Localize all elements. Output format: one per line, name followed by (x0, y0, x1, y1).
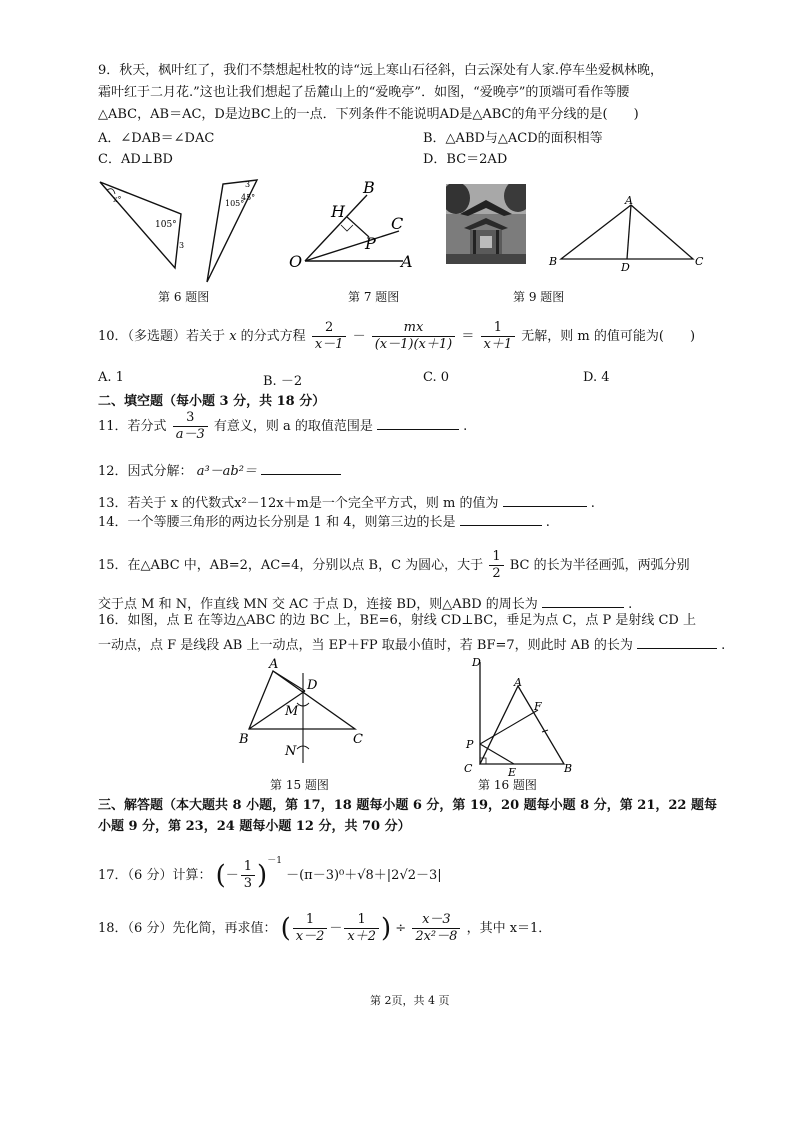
q16-end: . (721, 638, 726, 653)
q10-f3-den: x＋1 (483, 337, 513, 352)
fig16-label-f: F (534, 700, 542, 713)
q11-f-den: a－3 (175, 427, 205, 442)
fig6-side-3-right: 3 (245, 180, 251, 189)
q9-line1: 9．秋天，枫叶红了，我们不禁想起杜牧的诗“远上寒山石径斜，白云深处有人家.停车坐爱枫林晚， (98, 63, 664, 78)
fig6-angle-105-left: 105° (155, 220, 177, 230)
fig6-side-3-left: 3 (179, 241, 185, 250)
q11-end: . (463, 419, 468, 434)
q18-paren-open: ( (280, 913, 291, 944)
q17-paren-open: ( (215, 860, 226, 891)
q10-fraction-1 (312, 320, 347, 353)
q17-rest: －(π－3)⁰＋√8＋|2√2－3| (286, 868, 442, 883)
q15-fraction (489, 549, 503, 582)
q15-text-b: BC 的长为半径画弧，两弧分别 (509, 558, 690, 573)
q17-paren-close: ) (257, 860, 268, 891)
q18-paren-close: ) (380, 913, 392, 944)
q18-fraction-2 (344, 912, 379, 945)
q11-answer-blank[interactable] (377, 417, 459, 430)
q15-text-a: 15．在△ABC 中，AB=2，AC=4，分别以点 B，C 为圆心，大于 (98, 558, 484, 573)
fig7-label-b: B (363, 178, 375, 197)
fig15-label-c: C (353, 732, 363, 747)
q10-fraction-2 (372, 320, 456, 353)
q14-line (98, 511, 550, 530)
q17-line: 17．（6 分）计算： (－ $\frac{1}{3}$ )$^{-1}$ －(π－3)⁰＋√8＋|2√2－3| (98, 856, 442, 891)
q15-f-den: 2 (492, 566, 501, 581)
fig15-label-n: N (285, 744, 297, 759)
q9-option-b: B．△ABD与△ACD的面积相等 (423, 131, 603, 146)
q16-line2 (98, 634, 725, 653)
q9-option-c: C．AD⊥BD (98, 152, 173, 167)
fig9-label-b: B (549, 255, 558, 268)
fig15-label-m: M (285, 704, 299, 719)
fig15-caption: 第 15 题图 (270, 778, 329, 792)
q18-minus: － (329, 921, 343, 936)
q18-f2-num: 1 (344, 912, 379, 929)
q18-line (98, 912, 551, 945)
q12-prefix: 12．因式分解： (98, 464, 193, 479)
q11-fraction (173, 410, 208, 443)
fig7-label-p: P (365, 234, 376, 253)
fig9-segment-ad (627, 205, 631, 259)
q11-suffix: 有意义，则 a 的取值范围是 (213, 419, 373, 434)
q9-line2: 霜叶红于二月花.”这也让我们想起了岳麓山上的“爱晚亭”．如图，“爱晚亭”的顶端可看作等腰 (98, 85, 630, 100)
fig16-label-d: D (472, 656, 481, 669)
section-3-heading-line1: 三、解答题（本大题共 8 小题，第 17，18 题每小题 6 分，第 19，20 题每小题 8 分，第 21，22 题每 (98, 798, 717, 813)
q15-line2 (98, 593, 632, 612)
fig7-caption: 第 7 题图 (348, 290, 400, 304)
figure-15 (235, 655, 370, 775)
fig9-label-c: C (695, 255, 704, 268)
figure-16 (460, 652, 580, 776)
q17-f-num: 1 (241, 859, 255, 876)
q14-end: . (545, 515, 550, 530)
fig7-label-o: O (289, 252, 303, 271)
q10-option-a: A. 1 (98, 370, 124, 385)
fig7-label-h: H (331, 202, 345, 221)
q17-fraction (241, 859, 255, 892)
q10-equals: ＝ (461, 329, 475, 344)
q13-answer-blank[interactable] (503, 494, 587, 507)
fig15-segment-ad (273, 671, 305, 691)
q15-line1 (98, 549, 690, 582)
q18-suffix: ，其中 x＝1． (466, 921, 552, 936)
fig6-angle-105-right: 105° (225, 199, 245, 208)
q15-end: . (628, 597, 633, 612)
section-3-heading-line2: 小题 9 分，第 23，24 题每小题 12 分，共 70 分） (98, 819, 411, 834)
q17-exponent: －1 (267, 856, 282, 866)
q16-text-2: 一动点，点 F 是线段 AB 上一动点，当 EP＋FP 取最小值时，若 BF=7，则此时 AB 的长为 (98, 638, 633, 653)
q11-line (98, 410, 467, 443)
q9-line3: △ABC，AB＝AC，D是边BC上的一点．下列条件不能说明AD是△ABC的角平分线的是( ) (98, 107, 639, 122)
figure-6 (95, 172, 305, 290)
fig9-label-a: A (625, 195, 633, 207)
q18-f1-num: 1 (293, 912, 328, 929)
q13-end: . (590, 496, 595, 511)
fig16-caption: 第 16 题图 (478, 778, 537, 792)
q18-f2-den: x＋2 (347, 929, 376, 944)
q18-prefix: 18．（6 分）先化简，再求值： (98, 921, 277, 936)
figure-9 (545, 195, 705, 275)
fig16-segment-pf (480, 710, 538, 744)
q10-line (98, 320, 695, 353)
q10-option-c: C. 0 (423, 370, 450, 385)
q13-line (98, 492, 595, 511)
q10-var-x: x (229, 329, 237, 344)
page-footer: 第 2页，共 4 页 (370, 994, 450, 1007)
q9-option-d: D．BC＝2AD (423, 152, 508, 167)
q10-fraction-3 (481, 320, 516, 353)
q10-minus: － (352, 329, 366, 344)
q10-f3-num: 1 (481, 320, 516, 337)
fig15-label-b: B (239, 732, 249, 747)
q10-prefix: 10．（多选题）若关于 (98, 329, 226, 344)
q18-f3-num: x－3 (412, 912, 460, 929)
q10-option-b: B. －2 (263, 374, 303, 389)
section-2-heading: 二、填空题（每小题 3 分，共 18 分） (98, 394, 326, 409)
pavilion-photo (446, 184, 526, 264)
q18-f1-den: x－2 (295, 929, 325, 944)
q12-answer-blank[interactable] (261, 462, 341, 475)
q17-f-den: 3 (243, 876, 253, 891)
q16-line1: 16．如图，点 E 在等边△ABC 的边 BC 上，BE=6，射线 CD⊥BC，垂足为点 C，点 P 是射线 CD 上 (98, 613, 696, 628)
q10-f1-den: x－1 (314, 337, 344, 352)
q13-text: 13．若关于 x 的代数式x²－12x＋m是一个完全平方式，则 m 的值为 (98, 496, 499, 511)
q15-f-num: 1 (489, 549, 503, 566)
q18-fraction-1 (293, 912, 328, 945)
q14-text: 14．一个等腰三角形的两边长分别是 1 和 4，则第三边的长是 (98, 515, 456, 530)
q11-prefix: 11．若分式 (98, 419, 167, 434)
q10-mid: 的分式方程 (240, 329, 306, 344)
fig7-label-a: A (401, 252, 413, 271)
q10-suffix: 无解，则 m 的值可能为( ) (521, 329, 696, 344)
fig16-label-p: P (466, 738, 474, 751)
fig15-triangle (249, 671, 355, 729)
q17-prefix: 17．（6 分）计算： (98, 868, 212, 883)
q14-answer-blank[interactable] (460, 513, 542, 526)
fig6-angle-x: x° (113, 195, 122, 204)
q10-f2-num: mx (372, 320, 456, 337)
fig9-caption: 第 9 题图 (513, 290, 565, 304)
fig16-label-b: B (564, 762, 573, 775)
fig16-label-e: E (508, 766, 517, 776)
q9-option-a: A．∠DAB＝∠DAC (98, 131, 215, 146)
fig6-angle-45: 45° (241, 193, 256, 202)
q18-fraction-3 (412, 912, 460, 945)
fig16-label-c: C (464, 762, 473, 775)
fig15-label-d: D (307, 678, 318, 693)
q15-text-2: 交于点 M 和 N，作直线 MN 交 AC 于点 D，连接 BD，则△ABD 的周长为 (98, 597, 538, 612)
fig16-triangle (480, 686, 564, 764)
fig6-caption: 第 6 题图 (158, 290, 210, 304)
q12-expr: a³－ab²＝ (196, 464, 257, 479)
fig15-label-a: A (269, 657, 279, 672)
q10-option-d: D. 4 (583, 370, 610, 385)
fig7-label-c: C (391, 214, 404, 233)
q18-divide: ÷ (395, 921, 407, 936)
q15-answer-blank[interactable] (542, 595, 624, 608)
fig16-label-a: A (514, 676, 522, 689)
figure-7 (283, 175, 423, 275)
q16-answer-blank[interactable] (637, 636, 717, 649)
q18-f3-den: 2x²－8 (415, 929, 458, 944)
q11-f-num: 3 (173, 410, 208, 427)
q12-line (98, 460, 341, 479)
q10-f2-den: (x－1)(x＋1) (374, 337, 453, 352)
fig9-label-d: D (621, 261, 630, 274)
q10-f1-num: 2 (312, 320, 347, 337)
